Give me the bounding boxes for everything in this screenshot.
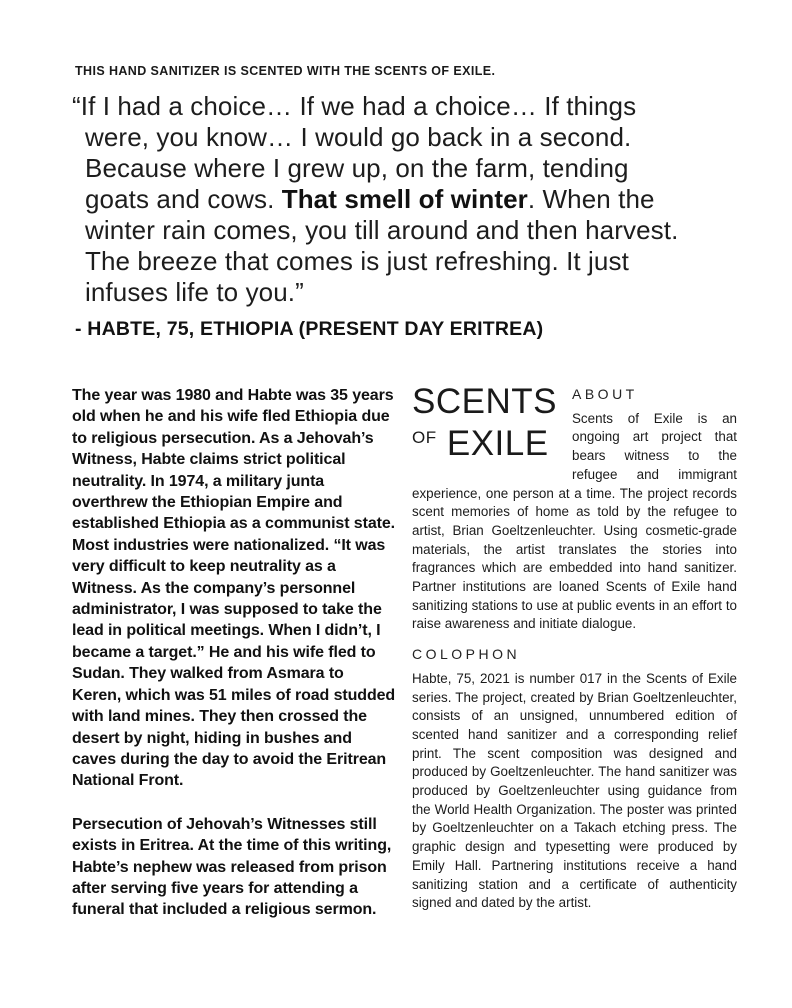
quote-line: were, you know… I would go back in a second. (85, 122, 632, 152)
scents-of-exile-logo (412, 382, 572, 481)
quote-lines (72, 91, 757, 308)
sanitizer-tagline: THIS HAND SANITIZER IS SCENTED WITH THE SCENTS OF EXILE. (75, 64, 496, 78)
logo-word-exile: EXILE (446, 424, 549, 463)
quote-bold-phrase: That smell of winter (281, 184, 528, 214)
colophon-section (412, 645, 737, 913)
logo-word-scents: SCENTS (412, 382, 557, 421)
story-column (72, 385, 396, 943)
logo-word-of: OF (412, 428, 437, 447)
logo-word-of-exile (412, 419, 572, 463)
quote-line: winter rain comes, you till around and then harvest. (85, 215, 679, 245)
info-column (412, 382, 737, 913)
quote-line: infuses life to you.” (85, 277, 304, 307)
story-paragraph: The year was 1980 and Habte was 35 years old when he and his wife fled Ethiopia due to religious persecution. As a Jehovah’s Witness, Habte claims strict political neutrality. In 1974, a military junta overthrew the Ethiopian Empire and established Ethiopia as a communist state. Most industries were nationalized. “It was very difficult to keep neutrality as a Witness. As the company’s personnel administrator, I was supposed to take the lead in political meetings. When I didn’t, I became a target.” He and his wife fled to Sudan. They walked from Asmara to Keren, which was 51 miles of road studded with land mines. They then crossed the desert by night, hiding in bushes and caves during the day to avoid the Eritrean National Front. (72, 387, 396, 790)
quote-line: goats and cows. That smell of winter. When the (85, 184, 655, 214)
quote-line: “If I had a choice… If we had a choice… If things (72, 91, 637, 121)
quote-attribution: - HABTE, 75, ETHIOPIA (PRESENT DAY ERITREA) (75, 318, 544, 340)
content-columns (72, 382, 737, 943)
story-paragraph: Persecution of Jehovah’s Witnesses still exists in Eritrea. At the time of this writing, Habte’s nephew was released from prison after serving five years for attending a funeral that included a religious sermon. (72, 815, 392, 919)
pull-quote (72, 91, 757, 308)
quote-line: Because where I grew up, on the farm, tending (85, 153, 629, 183)
about-body: Scents of Exile is an ongoing art project that bears witness to the refugee and immigrant experience, one person at a time. The project records scent memories of home as told by the refugee to artist, Brian Goeltzenleuchter. Using cosmetic-grade materials, the artist translates the stories into fragrances which are embedded into hand sanitizer. Partner institutions are loaned Scents of Exile hand sanitizing stations to use at public events in an effort to raise awareness and initiate dialogue. (412, 410, 737, 632)
about-heading: ABOUT (572, 386, 638, 402)
colophon-heading: COLOPHON (412, 646, 521, 663)
quote-line: The breeze that comes is just refreshing. It just (85, 246, 629, 276)
colophon-body: Habte, 75, 2021 is number 017 in the Scents of Exile series. The project, created by Brian Goeltzenleuchter, consists of an unsigned, unnumbered edition of scented hand sanitizer and a corresponding relief print. The scent composition was designed and produced by Goeltzenleuchter. The hand sanitizer was produced by Goeltzenleuchter using guidance from the World Health Organization. The poster was printed by Goeltzenleuchter on a Takach etching press. The graphic design and typesetting were produced by Emily Hall. Partnering institutions receive a hand sanitizing station and a certificate of authenticity signed and dated by the artist. (412, 670, 737, 911)
